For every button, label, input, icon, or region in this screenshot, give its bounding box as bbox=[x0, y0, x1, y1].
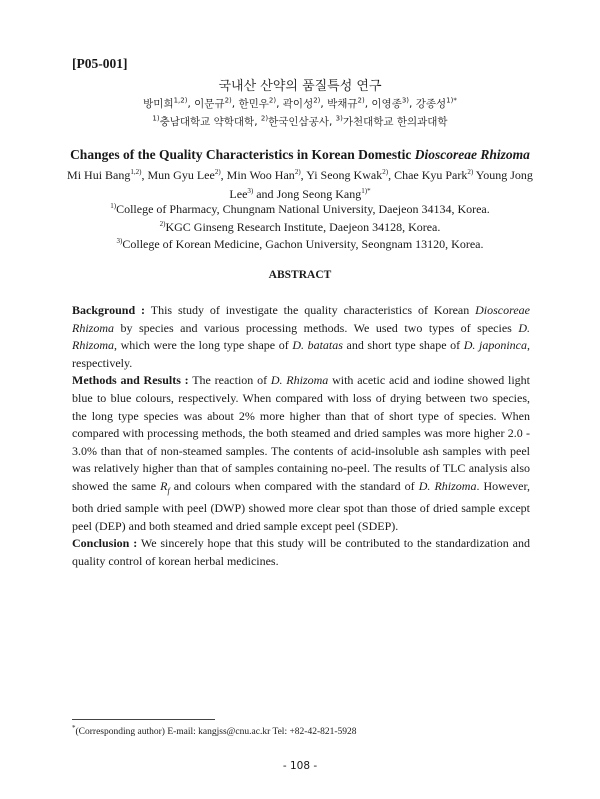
korean-affiliations: $^{1)}$충남대학교 약학대학, $^{2)}$한국인삼공사, $^{3)}$가천대학교 한의과대학 bbox=[152, 114, 448, 128]
author: 박채규 bbox=[327, 98, 358, 110]
footnote-text: (Corresponding author) E-mail: kangjss@cnu.ac.kr Tel: +82-42-821-5928 bbox=[75, 727, 357, 737]
author: Chae Kyu Park bbox=[394, 168, 468, 182]
paper-id: [P05-001] bbox=[72, 56, 128, 71]
footnote-divider bbox=[72, 719, 215, 720]
author: 방미희 bbox=[143, 98, 174, 110]
author-sup: 3) bbox=[247, 187, 254, 195]
english-affiliation-2 bbox=[0, 220, 600, 235]
affiliation-text: KGC Ginseng Research Institute, Daejeon 34128, Korea. bbox=[165, 220, 441, 234]
korean-title: 국내산 산약의 품질특성 연구 bbox=[218, 79, 382, 94]
english-authors: Mi Hui Bang$^{1,2)}$, Mun Gyu Lee$^{2)}$, Min Woo Han$^{2)}$, Yi Seong Kwak$^{2)}$, Chae Kyu Park$^{2)}$ Young Jong Lee$^{3)}$ and Jong Seong Kang$^{1)*}$ bbox=[67, 168, 533, 201]
author-sup: 2) bbox=[294, 168, 301, 176]
abstract-background: Background : This study of investigate the quality characteristics of Korean Dioscoreae Rhizoma by species and various processing methods. We used two types of species D. Rhizoma, which were the long type shape of D. batatas and short type shape of D. japoninca, respectively. bbox=[72, 303, 530, 370]
title-italic: Dioscoreae Rhizoma bbox=[414, 147, 530, 162]
author-sup: 2) bbox=[382, 168, 389, 176]
author-sup: 2) bbox=[467, 168, 474, 176]
author: 강종성 bbox=[415, 98, 447, 110]
conclusion-text: We sincerely hope that this study will be contributed to the standardization and quality control of korean herbal medicines. bbox=[72, 536, 530, 568]
author: Mi Hui Bang bbox=[67, 168, 131, 182]
author-sup: 1)* bbox=[361, 187, 371, 195]
methods-label: Methods and Results : bbox=[72, 373, 189, 388]
author-sup: 1,2) bbox=[173, 96, 188, 105]
author: 곽이성 bbox=[282, 98, 314, 110]
author-sup: 2) bbox=[357, 96, 365, 105]
affiliation-text: College of Korean Medicine, Gachon University, Seongnam 13120, Korea. bbox=[122, 237, 484, 251]
author-sup: 2) bbox=[268, 96, 277, 105]
author: Jong Seong Kang bbox=[276, 187, 362, 201]
affil-sup: 2) bbox=[159, 220, 166, 228]
abstract-body bbox=[72, 302, 530, 570]
affiliation: 가천대학교 한의과대학 bbox=[342, 116, 448, 128]
author: 이영종 bbox=[371, 98, 402, 110]
page-number: - 108 - bbox=[282, 760, 318, 772]
affil-sup: 2) bbox=[260, 114, 269, 123]
author-sup: 2) bbox=[214, 168, 221, 176]
affil-sup: 3) bbox=[335, 114, 343, 123]
author: 한민우 bbox=[238, 98, 269, 110]
english-title bbox=[0, 147, 600, 163]
author-sup: 2) bbox=[224, 96, 232, 105]
affil-sup: 1) bbox=[152, 114, 160, 123]
affil-sup: 3) bbox=[116, 237, 123, 245]
english-affiliation-3 bbox=[0, 237, 600, 252]
affiliation: 충남대학교 약학대학 bbox=[159, 116, 255, 128]
affiliation: 한국인삼공사 bbox=[268, 116, 329, 128]
author-sup: 2) bbox=[313, 96, 321, 105]
author: Yi Seong Kwak bbox=[306, 168, 383, 182]
author-sup: 1)* bbox=[446, 96, 457, 105]
abstract-heading: ABSTRACT bbox=[268, 269, 332, 281]
author: 이문규 bbox=[194, 98, 225, 110]
author-sup: 1,2) bbox=[130, 168, 142, 176]
abstract-conclusion bbox=[72, 535, 530, 570]
korean-authors: 방미희$^{1,2)}$, 이문규$^{2)}$, 한민우$^{2)}$, 곽이성$^{2)}$, 박채규$^{2)}$, 이영종$^{3)}$, 강종성$^{1)*}$ bbox=[143, 96, 457, 110]
english-affiliation-1 bbox=[0, 202, 600, 217]
author: Young Jong Lee bbox=[229, 168, 533, 201]
title-main: Changes of the Quality Characteristics in Korean Domestic bbox=[70, 147, 415, 162]
author-sup: 3) bbox=[401, 96, 410, 105]
affiliation-text: College of Pharmacy, Chungnam National University, Daejeon 34134, Korea. bbox=[116, 202, 490, 216]
background-label: Background : bbox=[72, 303, 146, 317]
affil-sup: 1) bbox=[110, 202, 117, 210]
author: Min Woo Han bbox=[226, 168, 295, 182]
footnote-marker: * bbox=[72, 723, 76, 732]
conclusion-label: Conclusion : bbox=[72, 536, 138, 551]
author: Mun Gyu Lee bbox=[147, 168, 215, 182]
footnote bbox=[72, 723, 357, 737]
abstract-methods: Methods and Results : The reaction of D. Rhizoma with acetic acid and iodine showed light blue to blue colours, respectively. When compared with loss of drying between two species, the long type species was about 2% more higher than that of short type of species. When compared with processing methods, the both steamed and dried samples was more higher 2.0 - 3.0% than that of non-steamed samples. The contents of acid-insoluble ash samples with peel was relatively higher than that of samples containing no-peel. The results of TLC analysis also showed the same $R_f$ and colours when compared with the standard of D. Rhizoma. However, both dried sample with peel (DWP) showed more clear spot than those of dried sample except peel (DEP) and both steamed and dried sample except peel (SDEP). bbox=[72, 373, 531, 533]
